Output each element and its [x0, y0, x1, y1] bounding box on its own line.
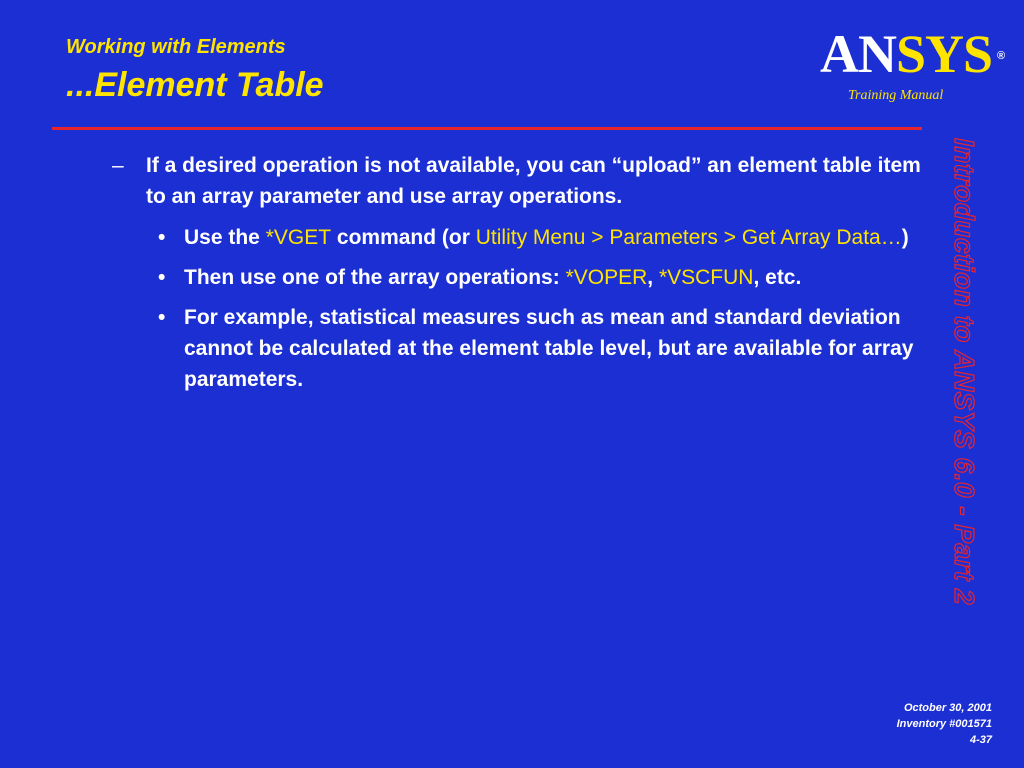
bullet-text: ,: [647, 266, 659, 289]
bullet-item-array-ops: [100, 262, 930, 293]
slide-title: ...Element Table: [66, 66, 324, 104]
bullet-text: Use the: [184, 226, 266, 249]
ansys-logo: [820, 24, 1005, 84]
footer-inventory: Inventory #001571: [896, 718, 992, 730]
slide-footer: [897, 700, 992, 748]
footer-date: October 30, 2001: [903, 702, 992, 714]
slide-subtitle: Working with Elements: [66, 36, 286, 58]
training-manual-label: Training Manual: [848, 88, 944, 103]
title-divider: [52, 127, 922, 130]
command-vget: *VGET: [265, 226, 332, 249]
bullet-text: , etc.: [753, 266, 802, 289]
slide-content: [100, 150, 930, 404]
command-vscfun: *VSCFUN: [658, 266, 754, 289]
bullet-text: ): [901, 226, 909, 249]
bullet-item-vget: [100, 222, 930, 253]
logo-an: AN: [820, 24, 896, 84]
logo-sys: SYS: [896, 24, 993, 84]
registered-mark: ®: [996, 50, 1005, 62]
bullet-marker: •: [158, 226, 166, 249]
dash-item-text: If a desired operation is not available, you can “upload” an element table item to an array parameter and use array operations.: [146, 154, 921, 208]
dash-item: [100, 150, 930, 212]
bullet-text: Then use one of the array operations:: [184, 266, 566, 289]
footer-page-number: 4-37: [969, 734, 992, 746]
bullet-text: command (or: [331, 226, 476, 249]
bullet-item-example: [100, 302, 930, 395]
bullet-marker: •: [158, 266, 166, 289]
menu-path: Utility Menu > Parameters > Get Array Data…: [475, 226, 902, 249]
dash-marker: –: [112, 154, 124, 177]
bullet-list: [100, 222, 930, 395]
command-voper: *VOPER: [565, 266, 648, 289]
vertical-course-title-text: Introduction to ANSYS 6.0 - Part 2: [949, 138, 980, 606]
vertical-course-title: [949, 138, 1002, 688]
bullet-text: For example, statistical measures such as mean and standard deviation cannot be calculated at the element table level, but are available for array parameters.: [184, 306, 914, 391]
bullet-marker: •: [158, 306, 166, 329]
